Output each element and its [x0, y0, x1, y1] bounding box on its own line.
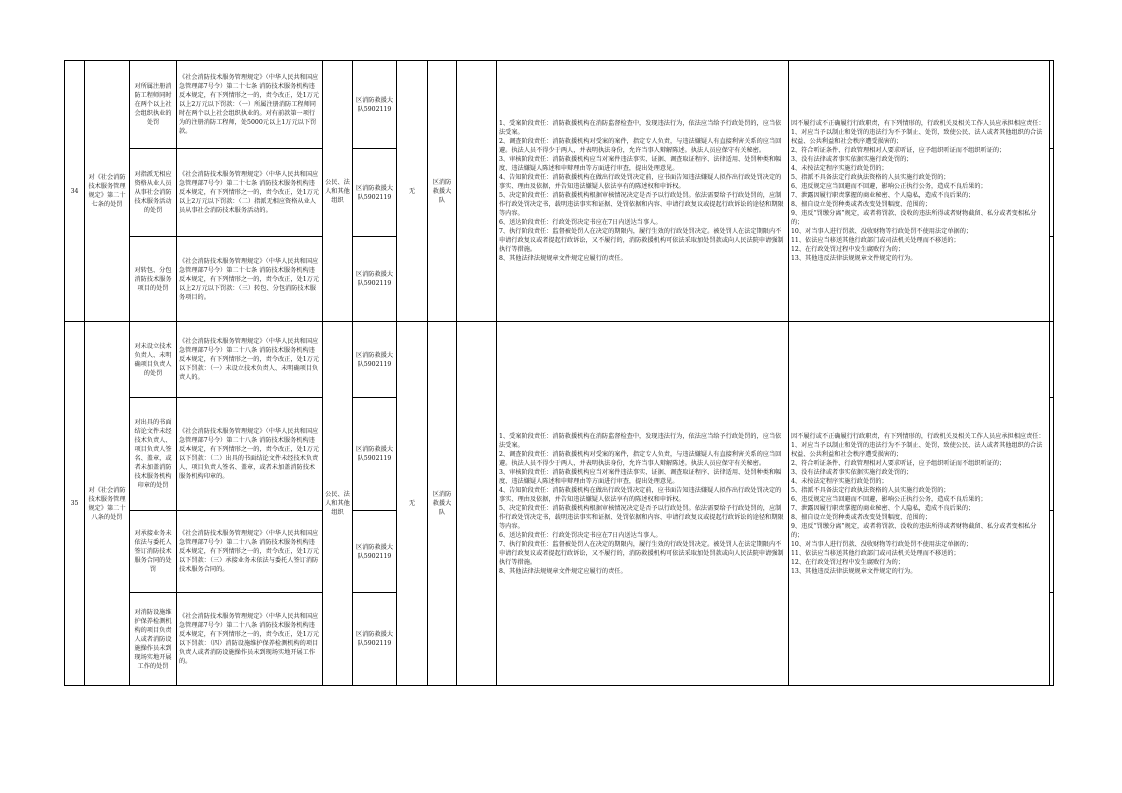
- sub-item-name: 对未设立技术负责人、未明确项目负责人的处罚: [130, 322, 177, 398]
- accountability-item: 1、对应当予以制止和处罚的违法行为不予制止、处罚，致使公民、法人或者其他组织的合法权益、公共利益和社会秩序遭受损害的；: [791, 129, 1043, 145]
- extra-column: 无: [397, 61, 428, 322]
- responsible-unit: 区消防救援大队: [428, 61, 457, 322]
- implementing-dept: 区消防救援大队5902119: [353, 237, 397, 322]
- sub-item-name: 对承接业务未依法与委托人签订消防技术服务合同的处罚: [130, 511, 177, 593]
- accountability-item: 2、符合听证条件、行政管理相对人要求听证，应予组织听证而不组织听证的；: [791, 147, 1006, 154]
- accountability-item: 4、未按法定程序实施行政处罚的；: [791, 165, 888, 172]
- implementing-dept: 区消防救援大队5902119: [353, 511, 397, 593]
- accountability-item: 10、对当事人进行罚款、没收财物等行政处罚不使用法定单据的；: [791, 540, 973, 548]
- accountability-item: 因不履行或不正确履行行政职责，有下列情形的，行政机关及相关工作人员应承担相应责任：: [791, 432, 1045, 440]
- sub-item-name: 对转包、分包消防技术服务项目的处罚: [130, 237, 177, 322]
- item-name: 对《社会消防技术服务管理规定》第二十七条的处罚: [85, 61, 130, 322]
- blank-cell: [1050, 61, 1054, 149]
- item-number: 34: [65, 61, 85, 322]
- step: 3、审核阶段责任：消防救援机构应当对案件违法事实、证据、调查取证程序、法律适用、处罚种类和幅度、违法嫌疑人陈述和申辩理由等方面进行审查，提出处理意见。: [499, 156, 782, 172]
- blank-cell: [1050, 322, 1054, 398]
- step: 6、送达阶段责任：行政处罚决定书应在7日内送达当事人。: [499, 531, 662, 539]
- legal-basis: 《社会消防技术服务管理规定》（中华人民共和国应急管理部7号令）第二十八条 消防技术服务机构违反本规定，有下列情形之一的，责令改正，处1万元以下罚款：（一）未设立技术负责人、未明确项目负责人的。: [177, 322, 323, 398]
- legal-basis: 《社会消防技术服务管理规定》（中华人民共和国应急管理部7号令）第二十八条 消防技术服务机构违反本规定，有下列情形之一的，责令改正，处1万元以下罚款：（四）消防设施维护保养检测机构的项目负责人或者消防设施操作员未到现场实地开展工作的。: [177, 593, 323, 686]
- implementing-dept: 区消防救援大队5902119: [353, 322, 397, 398]
- blank-cell: [1050, 237, 1054, 322]
- implementing-dept: 区消防救援大队5902119: [353, 149, 397, 237]
- step: 4、告知阶段责任：消防救援机构在做出行政处罚决定前，应书面告知违法嫌疑人拟作出行政处罚决定的事实、理由及依据，并告知违法嫌疑人依法享有的陈述权和申诉权。: [499, 486, 782, 503]
- step: 1、受案阶段责任：消防救援机构在消防监督检查中，发现违法行为，依法应当给予行政处罚的，应当依法受案。: [499, 120, 782, 136]
- sub-item-name: 对出具的书面结论文件未经技术负责人、项目负责人签名、盖章，或者未加盖消防技术服务机构印章的处罚: [130, 398, 177, 511]
- accountability-item: 6、违反规定应当回避而不回避，影响公正执行公务，造成不良后果的；: [791, 183, 987, 190]
- accountability-item: 2、符合听证条件、行政管理相对人要求听证，应予组织听证而不组织听证的；: [791, 459, 1006, 467]
- step: 6、送达阶段责任：行政处罚决定书应在7日内送达当事人。: [499, 219, 662, 226]
- accountability-item: 10、对当事人进行罚款、没收财物等行政处罚不使用法定单据的；: [791, 228, 973, 235]
- blank-cell: [457, 322, 497, 686]
- accountability-item: 11、依法应当移送其他行政部门或司法机关处理而不移送的；: [791, 237, 960, 244]
- implementing-dept: 区消防救援大队5902119: [353, 61, 397, 149]
- responsibility-steps: [497, 61, 789, 322]
- item-name: 对《社会消防技术服务管理规定》第二十八条的处罚: [85, 322, 130, 686]
- accountability-item: 12、在行政处罚过程中发生腐败行为的；: [791, 558, 905, 566]
- step: 8、其他法律法规规章文件规定应履行的责任。: [499, 255, 627, 262]
- accountability-item: 6、违反规定应当回避而不回避，影响公正执行公务，造成不良后果的；: [791, 495, 987, 503]
- implementing-dept: 区消防救援大队5902119: [353, 593, 397, 686]
- blank-cell: [1050, 511, 1054, 593]
- subject-type: 公民、法人和其他组织: [323, 322, 353, 686]
- accountability-item: 4、未按法定程序实施行政处罚的；: [791, 477, 888, 485]
- accountability-item: 11、依法应当移送其他行政部门或司法机关处理而不移送的；: [791, 549, 960, 557]
- accountability-item: 8、擅自设立处罚种类或者改变处罚幅度、范围的；: [791, 201, 932, 208]
- sub-item-name: 对指派无相应资格从业人员从事社会消防技术服务活动的处罚: [130, 149, 177, 237]
- extra-column: 无: [397, 322, 428, 686]
- accountability-item: 3、没有法律或者事实依据实施行政处罚的；: [791, 468, 913, 476]
- accountability-item: 8、擅自设立处罚种类或者改变处罚幅度、范围的；: [791, 513, 932, 521]
- accountability-item: 9、违反“罚缴分离”规定，或者将罚款、没收的违法所得或者财物截留、私分或者变相私分的；: [791, 522, 1037, 539]
- power-list-table: [64, 60, 1054, 686]
- sub-item-name: 对所属注册消防工程师同时在两个以上社会组织执业的处罚: [130, 61, 177, 149]
- blank-cell: [1050, 149, 1054, 237]
- accountability-item: 5、指派不具备法定行政执法资格的人员实施行政处罚的；: [791, 486, 950, 494]
- step: 2、调查阶段责任：消防救援机构对受案的案件，指定专人负责，与违法嫌疑人有直接利害关系的应当回避。执法人员不得少于两人，并表明执法身份，允许当事人辩解陈述。执法人员应保守有关秘密。: [499, 450, 782, 467]
- item-number: 35: [65, 322, 85, 686]
- step: 8、其他法律法规规章文件规定应履行的责任。: [499, 567, 627, 575]
- table-row: [65, 322, 1054, 398]
- accountability-item: 13、其他违反法律法规规章文件规定的行为。: [791, 567, 917, 575]
- blank-cell: [457, 61, 497, 322]
- responsibility-steps: [497, 322, 789, 686]
- accountability-item: 9、违反“罚缴分离”规定，或者将罚款、没收的违法所得或者财物截留、私分或者变相私分的；: [791, 210, 1037, 226]
- legal-basis: 《社会消防技术服务管理规定》（中华人民共和国应急管理部7号令）第二十八条 消防技术服务机构违反本规定，有下列情形之一的，责令改正，处1万元以下罚款：（二）出具的书面结论文件未经技术负责人、项目负责人签名、盖章，或者未加盖消防技术服务机构印章的。: [177, 398, 323, 511]
- accountability-list: [789, 61, 1050, 322]
- accountability-item: 5、指派不具备法定行政执法资格的人员实施行政处罚的；: [791, 174, 950, 181]
- accountability-item: 3、没有法律或者事实依据实施行政处罚的；: [791, 156, 913, 163]
- accountability-item: 12、在行政处罚过程中发生腐败行为的；: [791, 246, 905, 253]
- accountability-list: [789, 322, 1050, 686]
- legal-basis: 《社会消防技术服务管理规定》（中华人民共和国应急管理部7号令）第二十七条 消防技术服务机构违反本规定，有下列情形之一的，责令改正，处1万元以上2万元以下罚款：（二）指派无相应资格从业人员从事社会消防技术服务活动的。: [177, 149, 323, 237]
- sub-item-name: 对消防设施维护保养检测机构的项目负责人或者消防设施操作员未到现场实地开展工作的处罚: [130, 593, 177, 686]
- step: 7、执行阶段责任：监督被处罚人在决定的期限内，履行生效的行政处罚决定。被处罚人在法定期限内不申请行政复议或者提起行政诉讼，又不履行的，消防救援机构可依法采取加处罚款或向人民法院申请强制执行等措施。: [499, 228, 784, 253]
- step: 5、决定阶段责任：消防救援机构根据审核情况决定是否予以行政处罚。依法需要给予行政处罚的，应制作行政处罚决定书，载明违法事实和证据、处罚依据和内容、申请行政复议或提起行政诉讼的途径和期限等内容。: [499, 192, 784, 217]
- step: 2、调查阶段责任：消防救援机构对受案的案件，指定专人负责，与违法嫌疑人有直接利害关系的应当回避。执法人员不得少于两人，并表明执法身份，允许当事人辩解陈述。执法人员应保守有关秘密。: [499, 138, 782, 154]
- legal-basis: 《社会消防技术服务管理规定》（中华人民共和国应急管理部7号令）第二十七条 消防技术服务机构违反本规定，有下列情形之一的，责令改正，处1万元以上2万元以下罚款：（三）转包、分包消防技术服务项目的。: [177, 237, 323, 322]
- step: 7、执行阶段责任：监督被处罚人在决定的期限内，履行生效的行政处罚决定。被处罚人在法定期限内不申请行政复议或者提起行政诉讼，又不履行的，消防救援机构可依法采取加处罚款或向人民法院申请强制执行等措施。: [499, 540, 784, 566]
- step: 3、审核阶段责任：消防救援机构应当对案件违法事实、证据、调查取证程序、法律适用、处罚种类和幅度、违法嫌疑人陈述和申辩理由等方面进行审查，提出处理意见。: [499, 468, 782, 485]
- accountability-item: 7、泄露因履行职责掌握的商业秘密、个人隐私，造成不良后果的；: [791, 504, 975, 512]
- step: 5、决定阶段责任：消防救援机构根据审核情况决定是否予以行政处罚。依法需要给予行政处罚的，应制作行政处罚决定书，载明违法事实和证据、处罚依据和内容、申请行政复议或提起行政诉讼的途径和期限等内容。: [499, 504, 784, 530]
- accountability-item: 因不履行或不正确履行行政职责，有下列情形的，行政机关及相关工作人员应承担相应责任：: [791, 120, 1045, 127]
- legal-basis: 《社会消防技术服务管理规定》（中华人民共和国应急管理部7号令）第二十七条 消防技术服务机构违反本规定，有下列情形之一的，责令改正，处1万元以上2万元以下罚款：（一）所属注册消防工程师同时在两个以上社会组织执业的。对有前款第一项行为的注册消防工程师，处5000元以上1万元以下罚款。: [177, 61, 323, 149]
- accountability-item: 1、对应当予以制止和处罚的违法行为不予制止、处罚，致使公民、法人或者其他组织的合法权益、公共利益和社会秩序遭受损害的；: [791, 441, 1043, 458]
- legal-basis: 《社会消防技术服务管理规定》（中华人民共和国应急管理部7号令）第二十八条 消防技术服务机构违反本规定，有下列情形之一的，责令改正，处1万元以下罚款：（三）承接业务未依法与委托人签订消防技术服务合同的。: [177, 511, 323, 593]
- table-row: [65, 61, 1054, 149]
- responsible-unit: 区消防救援大队: [428, 322, 457, 686]
- implementing-dept: 区消防救援大队5902119: [353, 398, 397, 511]
- blank-cell: [1050, 398, 1054, 511]
- step: 4、告知阶段责任：消防救援机构在做出行政处罚决定前，应书面告知违法嫌疑人拟作出行政处罚决定的事实、理由及依据，并告知违法嫌疑人依法享有的陈述权和申诉权。: [499, 174, 782, 190]
- subject-type: 公民、法人和其他组织: [323, 61, 353, 322]
- step: 1、受案阶段责任：消防救援机构在消防监督检查中，发现违法行为，依法应当给予行政处罚的，应当依法受案。: [499, 432, 782, 449]
- blank-cell: [1050, 593, 1054, 686]
- accountability-item: 7、泄露因履行职责掌握的商业秘密、个人隐私，造成不良后果的；: [791, 192, 975, 199]
- accountability-item: 13、其他违反法律法规规章文件规定的行为。: [791, 255, 917, 262]
